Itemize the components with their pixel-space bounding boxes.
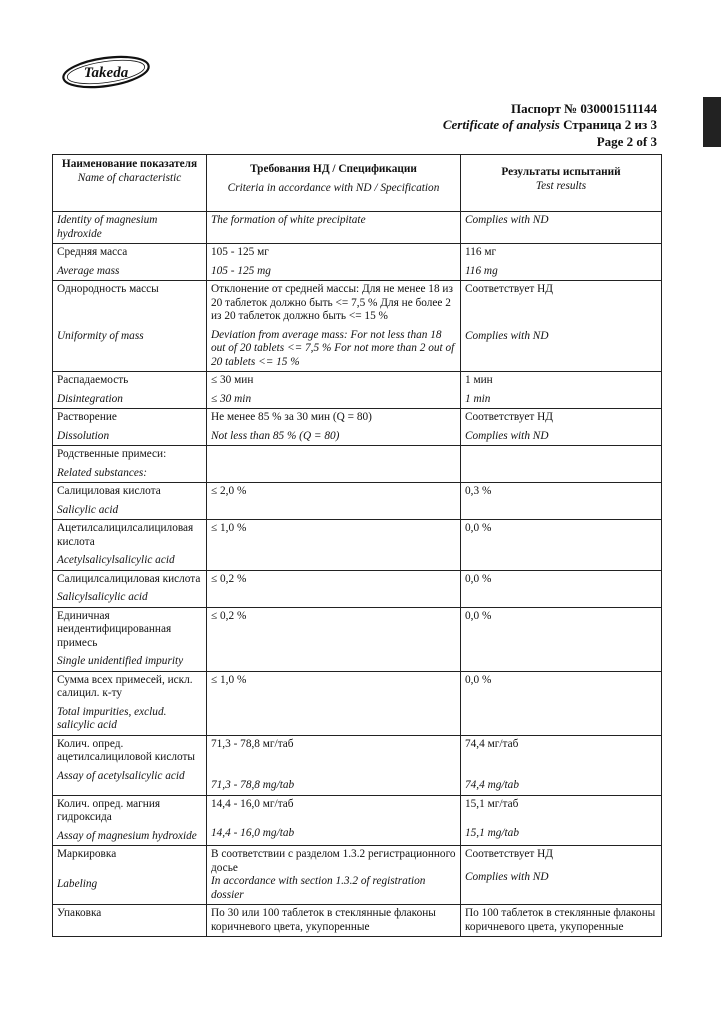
row-name-ru: Сумма всех примесей, искл. салицил. к-ту [57, 673, 193, 699]
row-spec-ru: 71,3 - 78,8 мг/таб [211, 737, 294, 750]
row-spec-en: 105 - 125 mg [211, 264, 271, 277]
column-name-ru: Наименование показателя [61, 158, 198, 170]
row-name-ru: Колич. опред. ацетилсалициловой кислоты [57, 737, 196, 763]
row-result-ru: Соответствует НД [465, 848, 554, 860]
table-row [53, 281, 662, 372]
table-row [53, 905, 662, 937]
passport-number: Паспорт № 030001511144 [511, 101, 657, 116]
page-edge-mark [703, 97, 721, 147]
page-number-en: Page 2 of 3 [596, 134, 657, 149]
table-row [53, 795, 662, 846]
row-name-en: Related substances: [57, 466, 148, 479]
row-result-ru: Соответствует НД [465, 283, 554, 295]
row-name-ru: Салициловая кислота [57, 485, 161, 497]
row-name-en: Assay of magnesium hydroxide [57, 829, 197, 842]
row-result-en: Complies with ND [465, 870, 549, 883]
row-name-en: Salicylsalicylic acid [57, 591, 148, 603]
row-spec-en: 14,4 - 16,0 mg/tab [211, 827, 295, 839]
cert-title-en: Certificate of analysis [442, 117, 560, 132]
row-spec-ru: Не менее 85 % за 30 мин (Q = 80) [211, 411, 372, 423]
table-row [53, 520, 662, 571]
row-result-en: 15,1 mg/tab [465, 827, 519, 839]
page-number-ru: Страница 2 из 3 [563, 117, 657, 132]
row-name-ru: Родственные примеси: [57, 448, 167, 460]
row-name-ru: Распадаемость [57, 374, 129, 386]
row-result-ru: 116 мг [465, 246, 497, 258]
table-row [53, 483, 662, 520]
row-spec-ru: 14,4 - 16,0 мг/таб [211, 797, 294, 810]
column-result-header [461, 155, 662, 212]
row-name-en: Uniformity of mass [57, 329, 144, 342]
row-name-ru: Упаковка [57, 907, 102, 919]
row-spec-ru: ≤ 0,2 % [211, 572, 247, 585]
table-row [53, 244, 662, 281]
row-result-en: Complies with ND [465, 329, 549, 342]
column-name-header [53, 155, 207, 212]
table-row [53, 671, 662, 735]
row-name-en: Acetylsalicylsalicylic acid [57, 554, 175, 566]
row-spec-en: In accordance with section 1.3.2 of registration dossier [211, 875, 426, 901]
table-row [53, 607, 662, 671]
row-spec-en: Not less than 85 % (Q = 80) [211, 429, 340, 442]
row-spec-en: The formation of white precipitate [211, 214, 366, 226]
table-row [53, 570, 662, 607]
row-spec-en: 71,3 - 78,8 mg/tab [211, 779, 295, 791]
table-row [53, 735, 662, 795]
row-result-ru: 74,4 мг/таб [465, 737, 519, 750]
row-result-ru: 0,0 % [465, 572, 492, 585]
row-result-en: Complies with ND [465, 429, 549, 442]
row-name-ru: Маркировка [57, 848, 117, 860]
row-name-ru: Салицилсалициловая кислота [57, 572, 201, 585]
column-spec-ru: Требования НД / Спецификации [250, 163, 417, 175]
row-name-en: Labeling [57, 877, 98, 890]
certificate-title [443, 116, 657, 133]
column-spec-en: Criteria in accordance with ND / Specification [227, 181, 440, 194]
row-name-en: Average mass [57, 264, 120, 277]
table-header-row [53, 155, 662, 212]
table-row [53, 846, 662, 905]
row-spec-ru: Отклонение от средней массы: Для не менее 18 из 20 таблеток должно быть <= 7,5 % Для не более 2 из 20 таблеток должно быть <= 15 % [211, 283, 453, 322]
row-name-en: Total impurities, exclud. salicylic acid [57, 705, 167, 731]
row-spec-en: ≤ 30 min [211, 392, 252, 405]
row-result-en: 74,4 mg/tab [465, 779, 519, 791]
row-spec-ru: 105 - 125 мг [211, 246, 269, 258]
column-spec-header [207, 155, 461, 212]
row-spec-ru: ≤ 2,0 % [211, 485, 247, 497]
row-spec-ru: По 30 или 100 таблеток в стеклянные флаконы коричневого цвета, укупоренные [211, 907, 436, 933]
column-result-ru: Результаты испытаний [501, 166, 621, 178]
row-result-ru: По 100 таблеток в стеклянные флаконы коричневого цвета, укупоренные [465, 907, 656, 933]
row-result-ru: 0,0 % [465, 522, 492, 534]
column-result-en: Test results [535, 179, 587, 192]
row-name-ru: Однородность массы [57, 283, 159, 295]
row-result-en: Complies with ND [465, 214, 549, 226]
row-result-ru: 15,1 мг/таб [465, 797, 519, 810]
row-name-ru: Средняя масса [57, 246, 128, 258]
row-name-en: Salicylic acid [57, 503, 119, 516]
row-spec-ru: ≤ 1,0 % [211, 673, 247, 686]
row-name-en: Disintegration [57, 392, 123, 405]
row-result-ru: Соответствует НД [465, 411, 554, 423]
row-name-en: Identity of magnesium hydroxide [57, 214, 158, 240]
logo-wordmark: Takeda [83, 65, 129, 81]
row-result-ru: 0,3 % [465, 485, 492, 497]
table-row [53, 372, 662, 409]
row-name-ru: Единичная неидентифицированная примесь [57, 609, 172, 649]
row-spec-ru: ≤ 1,0 % [211, 522, 247, 534]
row-result-en: 1 min [465, 392, 491, 405]
row-spec-ru: ≤ 30 мин [211, 374, 254, 386]
row-name-en: Assay of acetylsalicylic acid [57, 769, 185, 782]
takeda-logo-icon [60, 52, 152, 92]
row-name-ru: Колич. опред. магния гидроксида [57, 797, 161, 823]
row-result-ru: 0,0 % [465, 609, 492, 622]
row-spec-ru: ≤ 0,2 % [211, 609, 247, 622]
row-result-ru: 1 мин [465, 374, 493, 386]
table-row [53, 212, 662, 244]
row-name-ru: Растворение [57, 411, 117, 423]
row-spec-ru: В соответствии с разделом 1.3.2 регистрационного досье [211, 848, 456, 874]
certificate-table [52, 154, 662, 937]
row-result-en: 116 mg [465, 264, 498, 277]
table-row [53, 446, 662, 483]
row-spec-en: Deviation from average mass: For not less than 18 out of 20 tablets <= 7,5 % For not more than 2 out of 20 tablets <= 15 % [211, 328, 455, 368]
column-name-en: Name of characteristic [77, 171, 182, 184]
row-name-en: Dissolution [57, 429, 110, 442]
row-name-en: Single unidentified impurity [57, 655, 184, 667]
row-name-ru: Ацетилсалицилсалициловая кислота [57, 522, 194, 548]
table-row [53, 409, 662, 446]
row-result-ru: 0,0 % [465, 673, 492, 686]
